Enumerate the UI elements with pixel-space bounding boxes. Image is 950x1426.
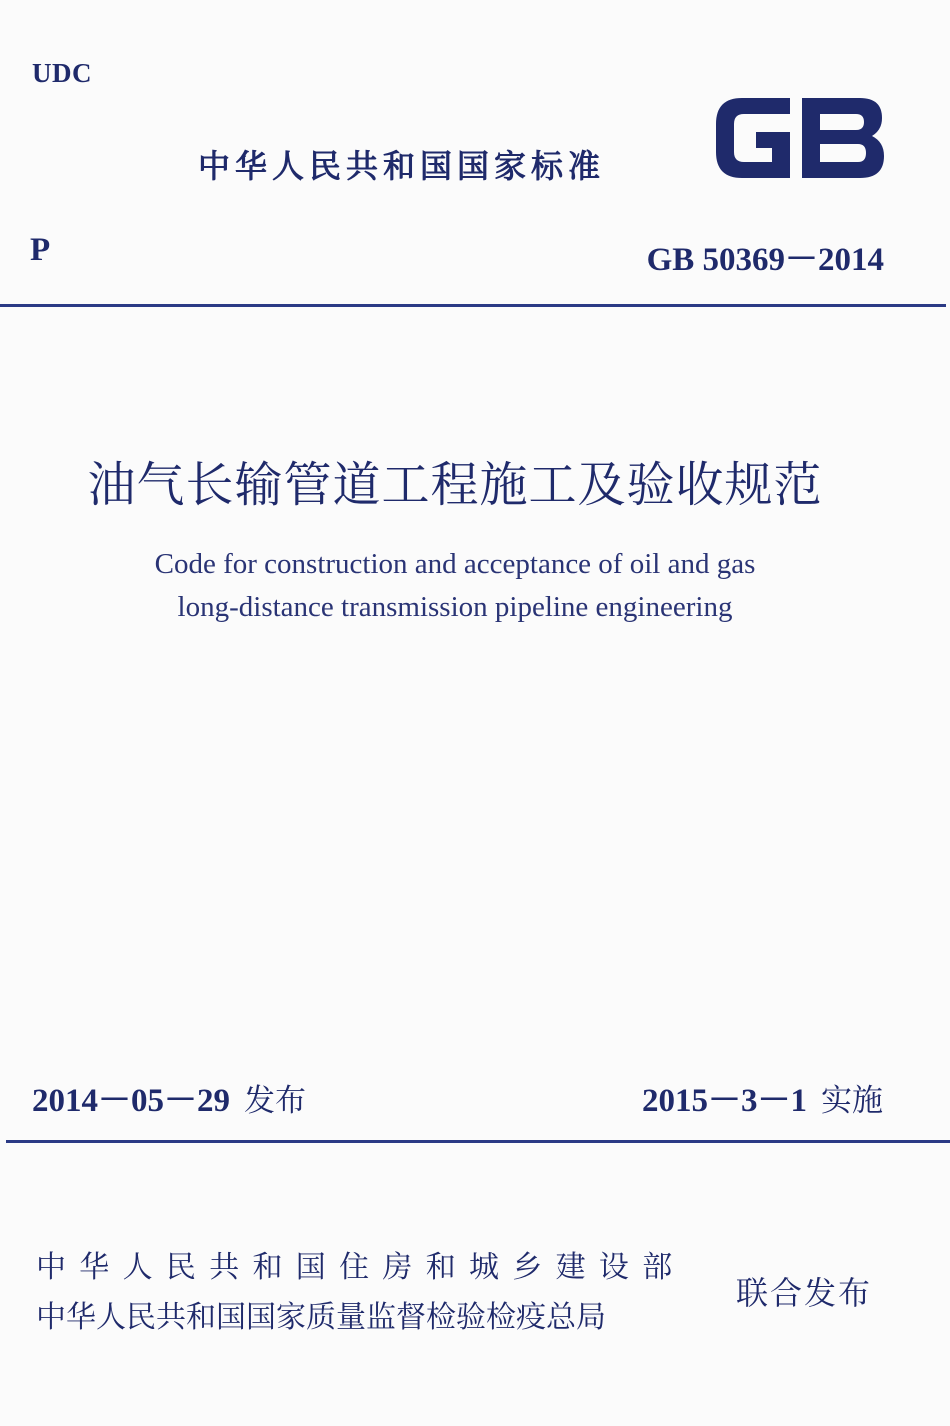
publisher-quality-supervision: 中华人民共和国国家质量监督检验检疫总局 (36, 1300, 606, 1335)
top-divider (0, 304, 946, 307)
joint-issue-label: 联合发布 (736, 1274, 873, 1312)
implementation-date-block (642, 1074, 883, 1121)
english-title-line-1: Code for construction and acceptance of oil and gas (154, 548, 756, 580)
issue-label: 发布 (244, 1083, 306, 1119)
english-title (0, 543, 910, 629)
issue-date-block (32, 1074, 306, 1121)
category-code: P (30, 232, 51, 268)
issue-date: 2014－05－29 (32, 1083, 230, 1119)
bottom-divider (6, 1140, 950, 1143)
gb-logo (712, 92, 888, 184)
national-standard-heading: 中华人民共和国国家标准 (198, 147, 606, 185)
udc-label: UDC (32, 58, 92, 88)
standard-number: GB 50369－2014 (646, 242, 884, 278)
implementation-label: 实施 (821, 1083, 883, 1119)
publisher-ministry-housing: 中华人民共和国住房和城乡建设部 (36, 1250, 686, 1285)
chinese-title: 油气长输管道工程施工及验收规范 (87, 457, 823, 513)
implementation-date: 2015－3－1 (642, 1083, 807, 1119)
gb-logo-icon (712, 92, 888, 184)
english-title-line-2: long-distance transmission pipeline engineering (177, 591, 733, 623)
